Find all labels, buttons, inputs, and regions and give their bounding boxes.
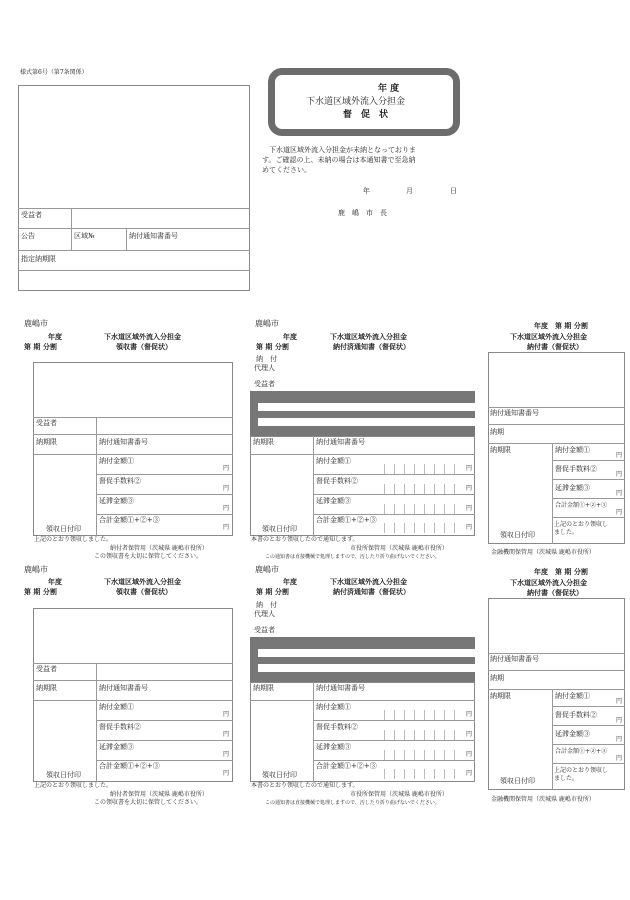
receipt-footer3: この領収書を大切に保管してください。: [94, 799, 203, 806]
receipt-amt1: 納付金額①: [99, 457, 134, 465]
notice-city: 鹿嶋市: [255, 319, 279, 328]
digit-cell-divider: [424, 464, 425, 474]
digit-cell-divider: [414, 750, 415, 760]
digit-cell-divider: [434, 504, 435, 514]
digit-cell-divider: [424, 769, 425, 779]
receipt-footer1: 上記のとおり領収しました。: [34, 782, 113, 789]
notice-footer1: 本書のとおり領収したので通知します。: [251, 782, 359, 789]
digit-cell-divider: [404, 750, 405, 760]
notice-amt2: 督促手数料②: [316, 723, 358, 731]
digit-cell-divider: [394, 769, 395, 779]
payment-title: 下水道区域外流入分担金: [510, 332, 587, 341]
payment-due-short: 納期: [490, 428, 504, 436]
receipt-kibun: 第 期 分割: [24, 587, 57, 596]
address-notice-label: 公告: [21, 232, 35, 240]
notice-footer1: 本書のとおり領収したので通知します。: [251, 536, 359, 543]
digit-cell-divider: [394, 730, 395, 740]
payment-doc: 納付書（督促状）: [527, 342, 583, 351]
payment-amt2: 督促手数料②: [555, 465, 597, 473]
notice-bill-no: 納付通知書番号: [316, 684, 365, 692]
receipt-nendo: 年度: [48, 577, 62, 586]
digit-cell-divider: [424, 710, 425, 720]
digit-cell-divider: [444, 769, 445, 779]
digit-cell-divider: [444, 523, 445, 533]
notice-due: 納期限: [253, 438, 274, 446]
receipt-footer1: 上記のとおり領収しました。: [34, 536, 113, 543]
digit-cell-divider: [394, 504, 395, 514]
digit-cell-divider: [424, 484, 425, 494]
digit-cell-divider: [404, 523, 405, 533]
digit-cell-divider: [454, 504, 455, 514]
date-month: 月: [406, 187, 413, 195]
receipt-total: 合計金額①+②+③: [99, 762, 160, 770]
digit-cell-divider: [434, 484, 435, 494]
notice-footer3: この通知書は直接機械で処理しますので、汚したり折り曲げないでください。: [265, 554, 440, 560]
receipt-bill-no: 納付通知書番号: [99, 684, 148, 692]
receipt-city: 鹿嶋市: [24, 319, 48, 328]
payment-amt2: 督促手数料②: [555, 711, 597, 719]
notice-due: 納期限: [253, 684, 274, 692]
notice-footer2: 市役所保管用（茨城県 鹿嶋市役所）: [350, 545, 448, 552]
notice-kibun: 第 期 分割: [256, 587, 289, 596]
digit-cell-divider: [454, 769, 455, 779]
issuer: 鹿 嶋 市 長: [338, 209, 387, 217]
notice-footer2: 市役所保管用（茨城県 鹿嶋市役所）: [350, 791, 448, 798]
payment-due: 納期限: [490, 446, 511, 454]
receipt-yen: 円: [223, 751, 230, 758]
digit-cell-divider: [414, 504, 415, 514]
digit-cell-divider: [434, 710, 435, 720]
digit-cell-divider: [434, 523, 435, 533]
payment-amt1: 納付金額①: [555, 446, 590, 454]
digit-cell-divider: [384, 484, 385, 494]
digit-cell-divider: [424, 750, 425, 760]
digit-cell-divider: [444, 484, 445, 494]
notice-doc: 納付済通知書（督促状）: [333, 342, 410, 351]
payment-amt1: 納付金額①: [555, 692, 590, 700]
payment-yen: 円: [616, 736, 623, 743]
receipt-title: 下水道区域外流入分担金: [104, 332, 181, 341]
digit-cell-divider: [414, 710, 415, 720]
form-number: 様式第6号（第7条関係）: [20, 69, 88, 76]
digit-cell-divider: [454, 730, 455, 740]
digit-cell-divider: [384, 710, 385, 720]
notice-title: 下水道区域外流入分担金: [330, 577, 407, 586]
notice-stamp: 領収日付印: [262, 525, 297, 533]
digit-cell-divider: [454, 484, 455, 494]
digit-cell-divider: [404, 464, 405, 474]
digit-cell-divider: [414, 769, 415, 779]
payment-total: 合計金額①+②+③: [555, 748, 608, 755]
payment-doc: 納付書（督促状）: [527, 588, 583, 597]
notice-beneficiary: 受益者: [254, 626, 275, 634]
payment-due-short: 納期: [490, 674, 504, 682]
payment-title: 下水道区域外流入分担金: [510, 578, 587, 587]
notice-agent: 代理人: [254, 364, 275, 372]
notice-yen: 円: [466, 505, 473, 512]
receipt-doc: 領収書（督促状）: [116, 342, 172, 351]
notice-agent: 代理人: [254, 610, 275, 618]
notice-amt3: 延滞金額③: [316, 497, 351, 505]
notice-yen: 円: [466, 524, 473, 531]
notice-total: 合計金額①+②+③: [316, 516, 377, 524]
digit-cell-divider: [444, 504, 445, 514]
payment-yen: 円: [616, 698, 623, 705]
notice-total: 合計金額①+②+③: [316, 762, 377, 770]
payment-yen: 円: [616, 717, 623, 724]
receipt-stamp: 領収日付印: [46, 525, 81, 533]
notice-yen: 円: [466, 770, 473, 777]
receipt-due: 納期限: [36, 438, 57, 446]
notice-kibun: 第 期 分割: [256, 342, 289, 351]
receipt-yen: 円: [223, 711, 230, 718]
payment-footer: 金融機関保管用（茨城県 鹿嶋市役所）: [491, 549, 595, 556]
digit-cell-divider: [454, 523, 455, 533]
receipt-footer2: 納付者保管用（茨城県 鹿嶋市役所）: [110, 545, 208, 552]
notice-amt1: 納付金額①: [316, 457, 351, 465]
receipt-yen: 円: [223, 485, 230, 492]
receipt-yen: 円: [223, 731, 230, 738]
digit-cell-divider: [454, 750, 455, 760]
receipt-amt1: 納付金額①: [99, 703, 134, 711]
title-sub: 督 促 状: [343, 110, 389, 120]
notice-nendo: 年度: [283, 577, 297, 586]
payment-nendo: 年度 第 期 分割: [534, 567, 588, 576]
payment-due: 納期限: [490, 692, 511, 700]
receipt-city: 鹿嶋市: [24, 565, 48, 574]
notice-beneficiary: 受益者: [254, 380, 275, 388]
receipt-yen: 円: [223, 465, 230, 472]
title-nendo: 年 度: [378, 84, 400, 94]
notice-payer: 納 付: [256, 355, 277, 363]
digit-cell-divider: [424, 504, 425, 514]
payment-yen: 円: [616, 471, 623, 478]
digit-cell-divider: [434, 464, 435, 474]
receipt-beneficiary: 受益者: [36, 419, 57, 427]
notice-nendo: 年度: [283, 332, 297, 341]
digit-cell-divider: [434, 750, 435, 760]
digit-cell-divider: [414, 730, 415, 740]
digit-cell-divider: [434, 730, 435, 740]
notice-city: 鹿嶋市: [255, 565, 279, 574]
address-area-label: 区域№: [74, 232, 95, 240]
notice-yen: 円: [466, 711, 473, 718]
digit-cell-divider: [394, 523, 395, 533]
digit-cell-divider: [414, 484, 415, 494]
payment-bill-no: 納付通知書番号: [490, 409, 539, 417]
receipt-total: 合計金額①+②+③: [99, 516, 160, 524]
receipt-yen: 円: [223, 505, 230, 512]
receipt-kibun: 第 期 分割: [24, 342, 57, 351]
notice-line-2: す。ご確認の上、未納の場合は本通知書で至急納: [262, 156, 416, 164]
notice-amt1: 納付金額①: [316, 703, 351, 711]
receipt-doc: 領収書（督促状）: [116, 587, 172, 596]
notice-amt2: 督促手数料②: [316, 477, 358, 485]
date-year: 年: [363, 187, 370, 195]
notice-yen: 円: [466, 485, 473, 492]
digit-cell-divider: [454, 710, 455, 720]
digit-cell-divider: [394, 464, 395, 474]
digit-cell-divider: [384, 750, 385, 760]
notice-footer3: この通知書は直接機械で処理しますので、汚したり折り曲げないでください。: [265, 800, 440, 806]
digit-cell-divider: [434, 769, 435, 779]
address-due-label: 指定納期限: [21, 255, 56, 263]
notice-yen: 円: [466, 731, 473, 738]
payment-stamp: 領収日付印: [500, 777, 535, 785]
payment-yen: 円: [616, 755, 623, 762]
address-bill-no-label: 納付通知書番号: [129, 232, 178, 240]
payment-note2: ました。: [554, 529, 579, 536]
payment-footer: 金融機関保管用（茨城県 鹿嶋市役所）: [491, 796, 595, 803]
receipt-bill-no: 納付通知書番号: [99, 438, 148, 446]
digit-cell-divider: [414, 523, 415, 533]
receipt-nendo: 年度: [48, 332, 62, 341]
digit-cell-divider: [384, 769, 385, 779]
digit-cell-divider: [444, 464, 445, 474]
digit-cell-divider: [454, 464, 455, 474]
payment-stamp: 領収日付印: [500, 531, 535, 539]
receipt-stamp: 領収日付印: [46, 771, 81, 779]
notice-amt3: 延滞金額③: [316, 743, 351, 751]
digit-cell-divider: [404, 504, 405, 514]
notice-bill-no: 納付通知書番号: [316, 438, 365, 446]
payment-amt3: 延滞金額③: [555, 730, 590, 738]
date-day: 日: [450, 187, 457, 195]
payment-yen: 円: [616, 509, 623, 516]
notice-yen: 円: [466, 751, 473, 758]
receipt-due: 納期限: [36, 684, 57, 692]
digit-cell-divider: [384, 464, 385, 474]
receipt-title: 下水道区域外流入分担金: [104, 577, 181, 586]
digit-cell-divider: [444, 750, 445, 760]
receipt-footer3: この領収書を大切に保管してください。: [94, 553, 203, 560]
digit-cell-divider: [424, 730, 425, 740]
payment-nendo: 年度 第 期 分割: [534, 321, 588, 330]
digit-cell-divider: [394, 484, 395, 494]
address-beneficiary-label: 受益者: [21, 211, 42, 219]
digit-cell-divider: [384, 523, 385, 533]
receipt-amt2: 督促手数料②: [99, 723, 141, 731]
notice-payer: 納 付: [256, 601, 277, 609]
notice-doc: 納付済通知書（督促状）: [333, 587, 410, 596]
digit-cell-divider: [404, 484, 405, 494]
payment-yen: 円: [616, 490, 623, 497]
payment-bill-no: 納付通知書番号: [490, 655, 539, 663]
notice-stamp: 領収日付印: [262, 771, 297, 779]
digit-cell-divider: [384, 730, 385, 740]
digit-cell-divider: [414, 464, 415, 474]
digit-cell-divider: [404, 710, 405, 720]
digit-cell-divider: [404, 769, 405, 779]
receipt-amt2: 督促手数料②: [99, 477, 141, 485]
receipt-yen: 円: [223, 770, 230, 777]
notice-line-1: 下水道区域外流入分担金が未納となっておりま: [262, 146, 416, 154]
payment-note1: 上記のとおり領収し: [554, 521, 609, 528]
payment-note2: ました。: [554, 775, 579, 782]
digit-cell-divider: [394, 750, 395, 760]
receipt-yen: 円: [223, 524, 230, 531]
receipt-beneficiary: 受益者: [36, 665, 57, 673]
digit-cell-divider: [384, 504, 385, 514]
digit-cell-divider: [394, 710, 395, 720]
notice-yen: 円: [466, 465, 473, 472]
payment-note1: 上記のとおり領収し: [554, 767, 609, 774]
receipt-amt3: 延滞金額③: [99, 743, 134, 751]
payment-amt3: 延滞金額③: [555, 484, 590, 492]
notice-title: 下水道区域外流入分担金: [330, 332, 407, 341]
payment-total: 合計金額①+②+③: [555, 502, 608, 509]
title-main: 下水道区域外流入分担金: [306, 97, 406, 107]
notice-line-3: めてください。: [262, 166, 311, 174]
digit-cell-divider: [444, 730, 445, 740]
receipt-amt3: 延滞金額③: [99, 497, 134, 505]
digit-cell-divider: [444, 710, 445, 720]
receipt-footer2: 納付者保管用（茨城県 鹿嶋市役所）: [110, 791, 208, 798]
digit-cell-divider: [404, 730, 405, 740]
payment-yen: 円: [616, 452, 623, 459]
digit-cell-divider: [424, 523, 425, 533]
